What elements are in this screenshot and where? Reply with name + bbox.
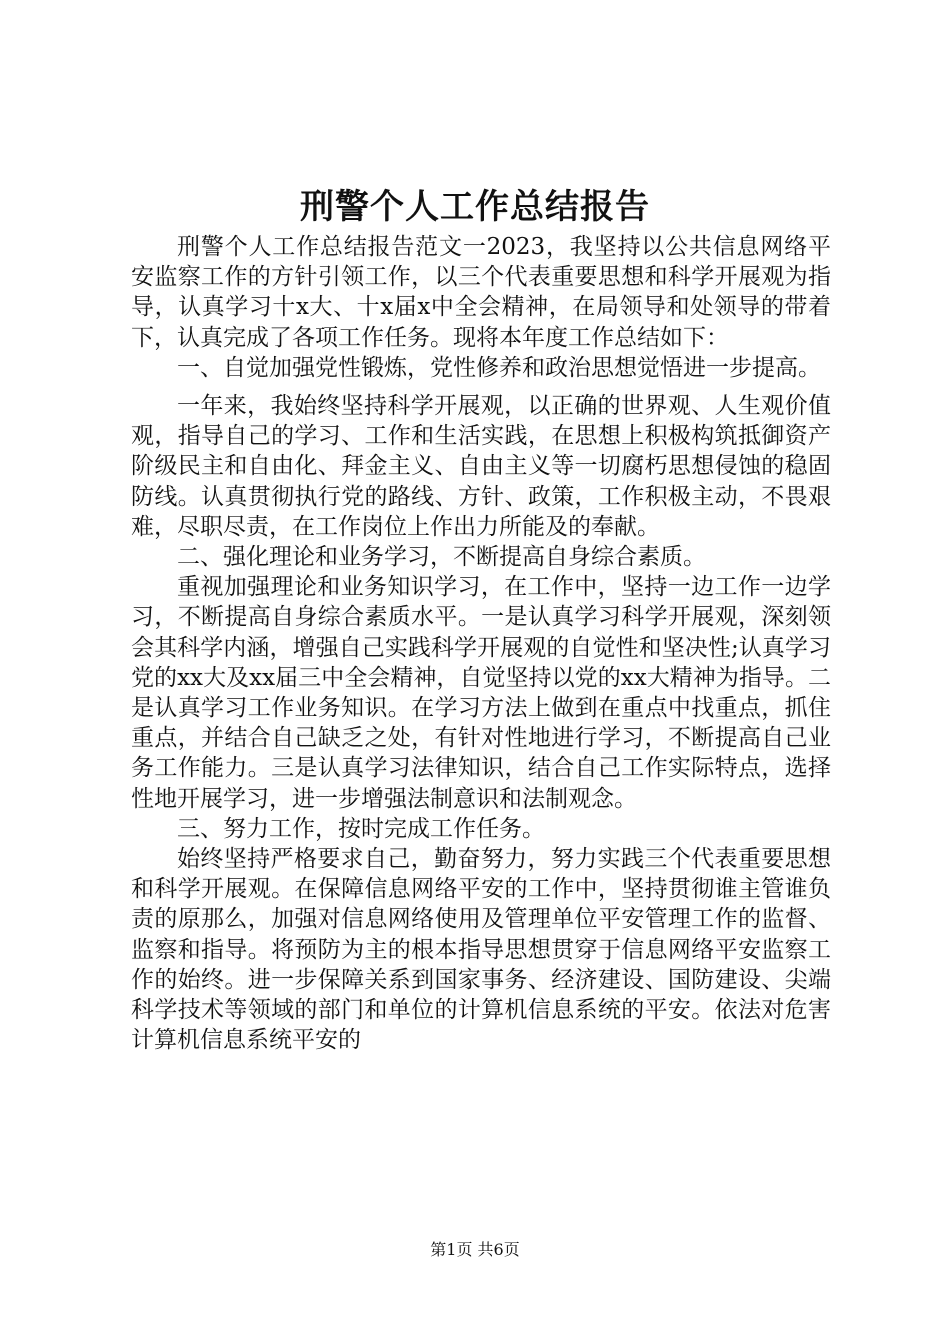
section-heading-1: 一、自觉加强党性锻炼，党性修养和政治思想觉悟进一步提高。	[177, 354, 821, 381]
page-number-footer: 第1页 共6页	[430, 1240, 520, 1259]
section-heading-3: 三、努力工作，按时完成工作任务。	[177, 815, 545, 842]
paragraph-intro: 刑警个人工作总结报告范文一2023，我坚持以公共信息网络平安监察工作的方针引领工作，以三个代表重要思想和科学开展观为指导，认真学习十x大、十x届x中全会精神，在局领导和处领导的带着下，认真完成了各项工作任务。现将本年度工作总结如下：	[131, 234, 831, 351]
document-body	[131, 232, 831, 1055]
document-title: 刑警个人工作总结报告	[300, 187, 650, 227]
paragraph-section-2: 重视加强理论和业务知识学习，在工作中，坚持一边工作一边学习，不断提高自身综合素质水平。一是认真学习科学开展观，深刻领会其科学内涵，增强自己实践科学开展观的自觉性和坚决性;认真学习党的xx大及xx届三中全会精神，自觉坚持以党的xx大精神为指导。二是认真学习工作业务知识。在学习方法上做到在重点中找重点，抓住重点，并结合自己缺乏之处，有针对性地进行学习，不断提高自己业务工作能力。三是认真学习法律知识，结合自己工作实际特点，选择性地开展学习，进一步增强法制意识和法制观念。	[131, 574, 831, 812]
section-heading-2: 二、强化理论和业务学习，不断提高自身综合素质。	[177, 544, 706, 571]
paragraph-section-1: 一年来，我始终坚持科学开展观，以正确的世界观、人生观价值观，指导自己的学习、工作和生活实践，在思想上积极构筑抵御资产阶级民主和自由化、拜金主义、自由主义等一切腐朽思想侵蚀的稳固防线。认真贯彻执行党的路线、方针、政策，工作积极主动，不畏艰难，尽职尽责，在工作岗位上作出力所能及的奉献。	[131, 393, 831, 540]
paragraph-section-3: 始终坚持严格要求自己，勤奋努力，努力实践三个代表重要思想和科学开展观。在保障信息网络平安的工作中，坚持贯彻谁主管谁负责的原那么，加强对信息网络使用及管理单位平安管理工作的监督、监察和指导。将预防为主的根本指导思想贯穿于信息网络平安监察工作的始终。进一步保障关系到国家事务、经济建设、国防建设、尖端科学技术等领域的部门和单位的计算机信息系统的平安。依法对危害计算机信息系统平安的	[131, 846, 831, 1054]
